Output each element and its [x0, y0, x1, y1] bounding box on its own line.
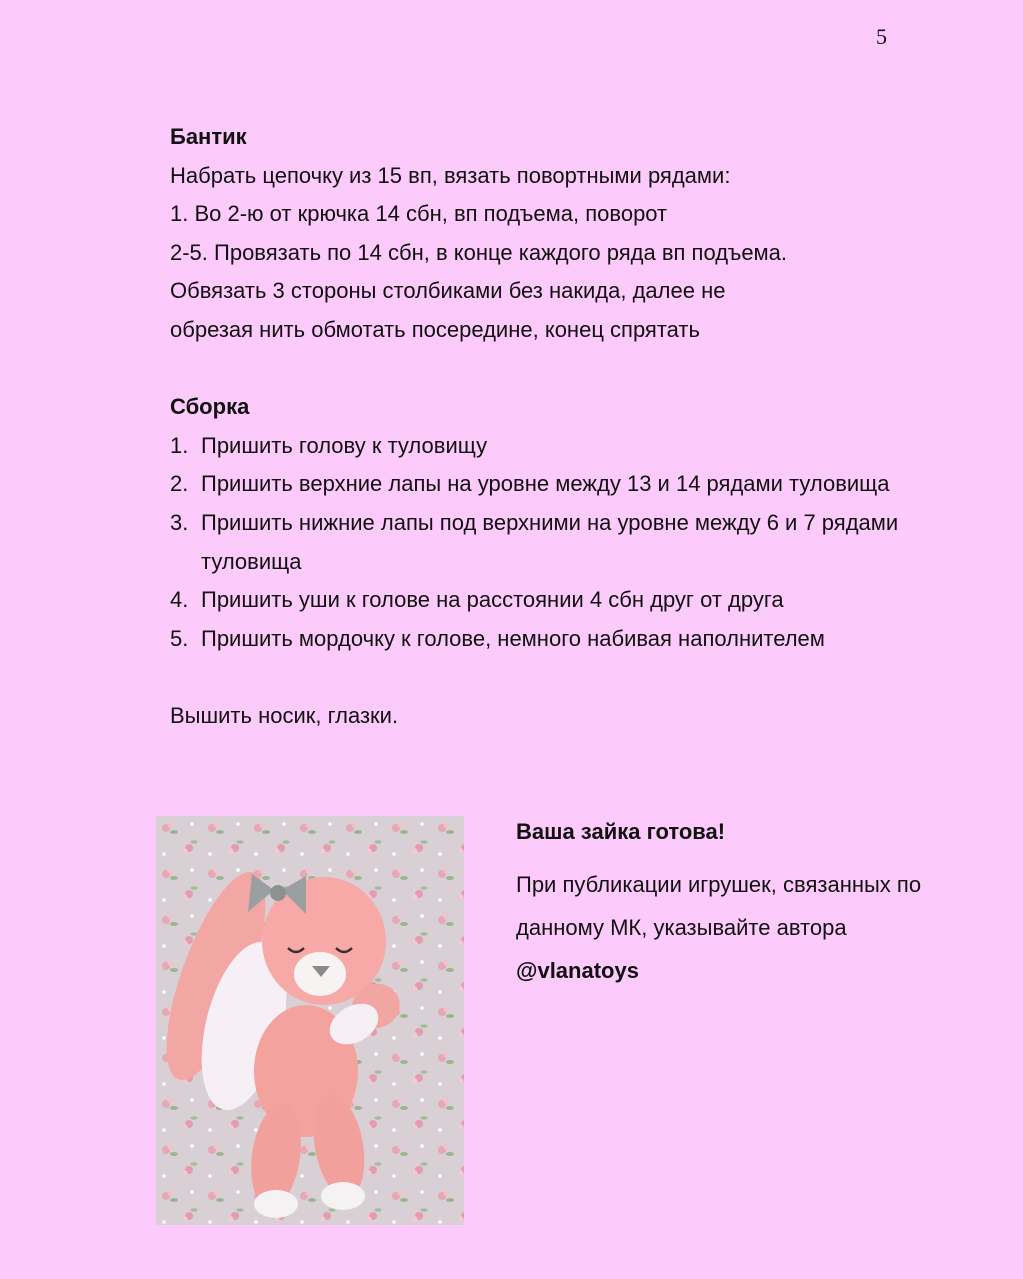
finale-title: Ваша зайка готова!: [516, 819, 726, 844]
list-item: [170, 504, 900, 581]
step-number: 3.: [170, 509, 189, 535]
step-text: Пришить уши к голове на расстоянии 4 сбн друг от друга: [201, 587, 784, 613]
bow-line: обрезая нить обмотать посередине, конец спрятать: [170, 316, 700, 342]
step-text: Пришить нижние лапы под верхними на уровне между 6 и 7 рядами туловища: [201, 509, 899, 574]
assembly-steps: [170, 427, 900, 659]
list-item: [170, 581, 900, 620]
bow-line: Обвязать 3 стороны столбиками без накида, далее не: [170, 278, 726, 304]
final-note: Вышить носик, глазки.: [170, 702, 399, 728]
step-number: 1.: [170, 432, 189, 458]
instructions: [170, 118, 900, 736]
bow-line: 2-5. Провязать по 14 сбн, в конце каждого ряда вп подъема.: [170, 239, 788, 265]
finale-text: [516, 863, 936, 992]
bow-heading: Бантик: [170, 124, 247, 149]
step-text: Пришить верхние лапы на уровне между 13 и 14 рядами туловища: [201, 471, 890, 497]
bow-line: Набрать цепочку из 15 вп, вязать повортными рядами:: [170, 162, 731, 188]
page-number: 5: [876, 24, 887, 49]
step-number: 4.: [170, 587, 189, 613]
assembly-heading: Сборка: [170, 394, 250, 420]
bunny-illustration: [156, 816, 464, 1225]
list-item: [170, 465, 900, 504]
step-number: 5.: [170, 625, 189, 651]
bow-line: 1. Во 2-ю от крючка 14 сбн, вп подъема, поворот: [170, 201, 668, 227]
list-item: [170, 620, 900, 659]
bunny-photo: [156, 816, 464, 1225]
finale-message: При публикации игрушек, связанных по данному МК, указывайте автора: [516, 872, 922, 940]
step-text: Пришить голову к туловищу: [201, 432, 488, 458]
finale-block: [516, 810, 936, 992]
list-item: [170, 427, 900, 466]
step-text: Пришить мордочку к голове, немного набивая наполнителем: [201, 625, 825, 651]
author-handle: @vlanatoys: [516, 958, 639, 983]
step-number: 2.: [170, 471, 189, 497]
